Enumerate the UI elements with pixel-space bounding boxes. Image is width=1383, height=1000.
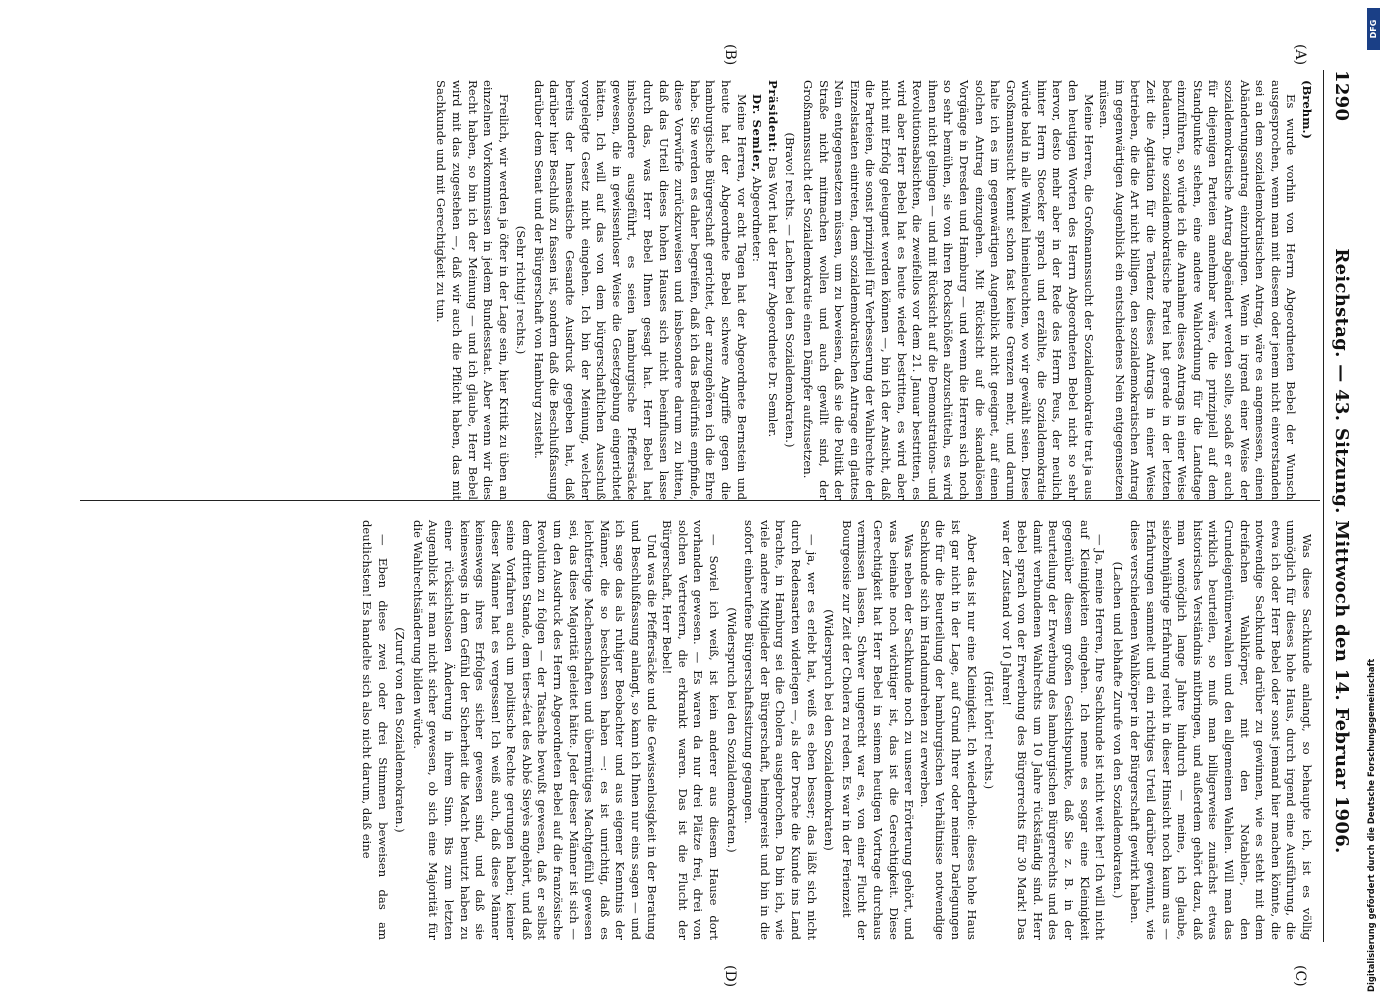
interjection: (Hört! hört! rechts.) — [982, 670, 997, 790]
page-number: 1290 — [1331, 70, 1352, 122]
paragraph: Meine Herren, die Großmannssucht der Sozialdemokratie trat ja aus den heutigen Worten des Herrn Abgeordneten Bebel nicht so sehr hervor, desto mehr aber in der Rede des Herrn Peus, der neulich hinter Herrn Stoecker sprach und erzählte, die Sozialdemokratie würde bald in alle Winkel hineinleuchten, wo wir gewählt seien. Diese Großmannssucht kennt schon fast keine Grenzen mehr, und darum halte ich es im gegenwärtigen Augenblick nicht geeignet, auf einen solchen Antrag einzugehen. Mit Rücksicht auf die skandalösen Vorgänge in Dresden und Hamburg — und wenn die Herren sich noch so sehr bemühen, sie von ihren Rockschößen abzuschütteln, es wird ihnen nicht gelingen — und mit Rücksicht auf die Demonstrations- und Revolutionsabsichten, die zweifellos vor dem 21. Januar bestritten, es wird aber Herr Bebel hat es heute wieder bestritten, es wird aber nicht mit Erfolg geleugnet werden können —, bin ich der Ansicht, daß die Parteien, die sonst prinzipiell für Verbesserung der Wahlrechte der Einzelstaaten eintreten, dem sozialdemokratischen Antrage ein glattes Nein entgegensetzen müssen, um zu beweisen, daß sie die Politik der Straße nicht mitmachen wollen und auch gewillt sind, der Großmannssucht der Sozialdemokratie einen Dämpfer aufzusetzen. — [801, 80, 1096, 500]
speaker-line — [749, 80, 765, 500]
paragraph: Was diese Sachkunde anlangt, so behaupte ich, ist es völlig unmöglich für dieses hohe Haus, durch irgend eine Ausführung, die etwa ich oder Herr Bebel oder sonst jemand hier machen könnte, die notwendige Sachkunde darüber zu gewinnen, wie es steht mit dem dreifachen Wahlkörper, mit den Notablen-, den Grundeigentümerwahlen und den allgemeinen Wahlen. Will man das wirklich beurteilen, so muß man billigerweise zunächst etwas historisches Verständnis mitbringen, und außerdem gehört dazu, daß man womöglich lange Jahre hindurch — meine, ich glaube, siebzehnjährige Erfahrung reicht in dieser Hinsicht noch kaum aus — Erfahrungen sammelt und ein richtiges Urteil darüber gewinnt, wie diese verschiedenen Wahlkörper in der Bürgerschaft gewirkt haben. — [1128, 520, 1314, 940]
interjection: (Widerspruch bei den Sozialdemokraten.) — [724, 607, 739, 853]
column-divider — [80, 500, 1320, 501]
document-page — [58, 0, 1358, 1000]
running-header — [1326, 70, 1352, 942]
paragraph: — Ja, meine Herren, Ihre Sachkunde ist nicht weit her! Ich will nicht auf Kleinigkeiten eingehen. Ich nenne es sogar eine Kleinigkeit gegenüber diesem großen Gesichtspunkte, daß Sie z. B. in der Beurteilung der Erwerbung des hamburgischen Bürgerrechts und des damit verbundenen Wahlrechts um 10 Jahre rückständig sind. Herr Bebel sprach von der Erwerbung des Bürgerrechts für 30 Mark! Das war der Zustand vor 10 Jahren! — [999, 520, 1108, 940]
president-label: Präsident: — [765, 80, 780, 153]
page-title: Reichstag. — 43. Sitzung. Mittwoch den 14. Februar 1906. — [1331, 248, 1352, 854]
paragraph: Was neben der Sachkunde noch zu unserer Erörterung gehört, und was beinahe noch wichtiger ist, das ist die Gerechtigkeit. Diese Gerechtigkeit hat Herr Bebel in seinem heutigen Vortrage durchaus vermissen lassen. Schwer ungerecht war es, von einer Flucht der Bourgeoisie zur Zeit der Cholera zu reden. Es war in der Ferienzeit — [839, 520, 917, 940]
margin-letter-b: (B) — [722, 44, 738, 66]
interjection: (Sehr richtig! rechts.) — [514, 225, 529, 355]
speaker-name: Dr. Semler, — [750, 94, 765, 173]
paragraph: Freilich, wir werden ja öfter in der Lage sein, hier Kritik zu üben an einzelnen Vorkommnissen in jedem Bundesstaat. Aber wenn wir dies Recht haben, so bin ich der Meinung — und ich glaube, Herr Bebel wird mit das zugestehen —, daß wir auch die Pflicht haben, das mit Sachkunde und mit Gerechtigkeit zu tun. — [434, 80, 511, 500]
header-rule — [1323, 70, 1324, 942]
interjection: (Lachen und lebhafte Zurufe von den Sozialdemokraten.) — [1110, 561, 1125, 899]
speaker-continuation: (Brehm.) — [1300, 80, 1314, 139]
paragraph: Aber das ist nur eine Kleinigkeit. Ich wiederhole: dieses hohe Haus ist gar nicht in der Lage, auf Grund Ihrer oder meiner Darlegungen die für die Beurteilung der hamburgischen Verhältnisse notwendige Sachkunde sich im Handumdrehen zu erwerben. — [917, 520, 979, 940]
dfg-logo: DFG — [1367, 8, 1380, 50]
paragraph: Es wurde vorhin von Herrn Abgeordneten Bebel der Wunsch ausgesprochen, wenn man mit diesem oder jenem nicht einverstanden sei an dem sozialdemokratischen Antrag, wäre es angemessen, einen Abänderungsantrag einzubringen. Wenn in irgend einer Weise der sozialdemokratische Antrag abgeändert werden sollte, sodaß er auch für diejenigen Parteien annehmbar wäre, die prinzipiell auf dem Standpunkte stehen, eine andere Wahlordnung für die Landtage einzuführen, so würde ich die Annahme dieses Antrags in einer Weise bedauern. Die sozialdemokratische Partei hat gerade in der letzten Zeit die Agitation für die Tendenz dieses Antrags in einer Weise betrieben, die die Art nicht billigen, den sozialdemokratischen Antrag im gegenwärtigen Augenblick ein entschiedenes Nein entgegensetzen müssen. — [1097, 80, 1299, 500]
left-column — [433, 80, 1314, 500]
paragraph: Und was die Pfeffersäcke und die Gewissenlosigkeit in der Beratung und Beschlußfassung anlangt, so kann ich Ihnen nur eins sagen — und ich sage das als ruhiger Beobachter und aus eigener Kenntnis der Männer, die so beschlossen haben —: es ist unrichtig, daß es leichtfertige Machenschaften und übermütiges Machtgefühl gewesen sei, das diese Majorität geleitet hätte. Jeder dieser Männer ist sich — um den Ausdruck des Herrn Abgeordneten Bebel auf die französische Revolution zu folgen — der Tatsache bewußt gewesen, daß er selbst dem dritten Stande, dem tiers-état des Abbé Sieyès angehört, und daß seine Vorfahren auch um politische Rechte gerungen haben; keiner dieser Männer hat es vergessen! Ich weiß auch, daß diese Männer keineswegs ihres Erfolges sicher gewesen sind, und daß sie keineswegs in dem Gefühl der Sicherheit die Macht benutzt haben zu einer rücksichtslosen Änderung in ihrem Sinn. Bis zum letzten Augenblick ist man nicht sicher gewesen, ob sich eine Majorität für die Wahlrechtsänderung bilden würde. — [410, 520, 659, 940]
digitization-note — [1366, 8, 1380, 992]
interjection: (Bravo! rechts. — Lachen bei den Sozialdemokraten.) — [783, 132, 798, 448]
margin-letter-c: (C) — [1292, 965, 1308, 987]
president-statement — [764, 80, 780, 500]
paragraph: — ja, wer es erlebt hat, weiß es eben besser; das läßt sich nicht durch Redensarten widerlegen —, als der Drache die Kunde ins Land brachte, in Hamburg sei die Cholera ausgebrochen. Da bin ich, wie viele andere Mitglieder der Bürgerschaft, heimgereist und bin in die sofort einberufene Bürgerschaftssitzung gegangen. — [742, 520, 819, 940]
paragraph: — Soviel ich weiß, ist kein anderer aus diesem Hause dort vorhanden gewesen. — Es waren da nur drei Plätze frei, drei von solchen Vertretern, die erkrankt waren. Das ist die Flucht der Bürgerschaft, Herr Bebel! — [660, 520, 722, 940]
interjection: (Widerspruch bei den Sozialdemokraten) — [822, 609, 837, 851]
speaker-role: Abgeordneter: — [750, 176, 765, 262]
right-column — [358, 520, 1314, 940]
margin-letter-a: (A) — [1292, 44, 1308, 66]
paragraph: — Eben diese zwei oder drei Stimmen beweisen das am deutlichsten! Es handelte sich also nicht darum, daß eine — [359, 520, 390, 940]
paragraph: Meine Herren, vor acht Tagen hat der Abgeordnete Bernstein und heute hat der Abgeordnete Bebel schwere Angriffe gegen die hamburgische Bürgerschaft gerichtet, der anzugehören ich die Ehre habe. Sie werden es daher begreifen, daß ich das Bedürfnis empfinde, diese Vorwürfe zurückzuweisen und insbesondere darum zu bitten, daß das Urteil dieses hohen Hauses sich nicht beeinflussen lasse durch das, was Herr Bebel Ihnen gesagt hat. Herr Bebel hat insbesondere ausgeführt, es seien hamburgische Pfeffersäcke gewesen, die in gewissenloser Weise die Gesetzgebung eingerichtet hätten. Ich will auf das von dem bürgerschaftlichen Ausschuß vorgelegte Gesetz nicht eingehen. Ich bin der Meinung, welcher bereits der hanseatische Gesandte Ausdruck gegeben hat, daß darüber hier Beschluß zu fassen ist, sondern daß die Beschlußfassung darüber dem Senat und der Bürgerschaft von Hamburg zusteht. — [531, 80, 749, 500]
interjection: (Zuruf von den Sozialdemokraten.) — [393, 627, 408, 833]
digitization-note-text: Digitalisierung gefördert durch die Deutsche Forschungsgemeinschaft — [1366, 658, 1376, 992]
margin-letter-d: (D) — [722, 965, 738, 988]
president-text: Das Wort hat der Herr Abgeordnete Dr. Semler. — [765, 156, 780, 438]
